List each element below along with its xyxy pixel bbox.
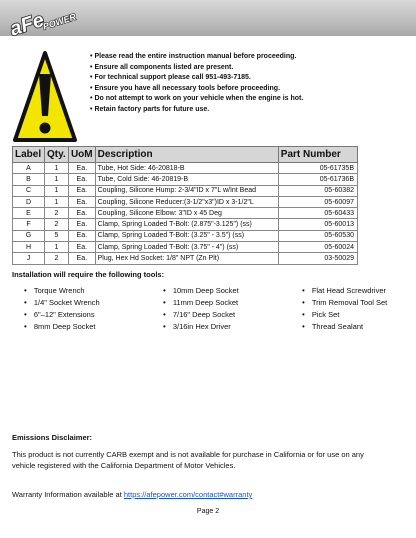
table-row (13, 208, 358, 219)
cell-part-number: 05-60024 (278, 242, 357, 253)
notice-item: • Please read the entire instruction manual before proceeding. (90, 52, 303, 63)
cell-description: Coupling, Silicone Elbow: 3"ID x 45 Deg (95, 208, 278, 219)
tool-item: • Trim Removal Tool Set (302, 297, 387, 309)
cell-label: H (13, 242, 45, 253)
tool-item: • 10mm Deep Socket (163, 285, 239, 297)
logo-power-text: POWER (41, 11, 78, 32)
tool-item: • Torque Wrench (24, 285, 100, 297)
afe-power-logo (6, 2, 84, 42)
notice-item: • For technical support please call 951-493-7185. (90, 73, 303, 84)
cell-qty: 2 (44, 253, 68, 264)
cell-qty: 1 (44, 163, 68, 174)
table-row (13, 219, 358, 230)
notice-item: • Do not attempt to work on your vehicle when the engine is hot. (90, 94, 303, 105)
cell-description: Tube, Cold Side: 46-20819-B (95, 174, 278, 185)
cell-uom: Ea. (68, 253, 95, 264)
cell-uom: Ea. (68, 185, 95, 196)
notice-item: • Retain factory parts for future use. (90, 105, 303, 116)
tools-column-2 (163, 285, 239, 333)
cell-part-number: 05-60530 (278, 230, 357, 241)
cell-description: Clamp, Spring Loaded T-Bolt: (3.25" - 3.5") (ss) (95, 230, 278, 241)
tool-item: • 6"–12" Extensions (24, 309, 100, 321)
cell-part-number: 03-50029 (278, 253, 357, 264)
col-header-qty: Qty. (44, 147, 68, 163)
warranty-line (12, 490, 252, 499)
cell-uom: Ea. (68, 219, 95, 230)
cell-uom: Ea. (68, 242, 95, 253)
col-header-part-number: Part Number (278, 147, 357, 163)
table-row (13, 230, 358, 241)
table-row (13, 196, 358, 207)
cell-part-number: 05-60097 (278, 196, 357, 207)
notice-item: • Ensure all components listed are present. (90, 63, 303, 74)
cell-part-number: 05-60013 (278, 219, 357, 230)
cell-qty: 1 (44, 242, 68, 253)
cell-uom: Ea. (68, 163, 95, 174)
cell-part-number: 05-61736B (278, 174, 357, 185)
cell-qty: 1 (44, 185, 68, 196)
cell-part-number: 05-60433 (278, 208, 357, 219)
cell-part-number: 05-60382 (278, 185, 357, 196)
tools-column-1 (24, 285, 100, 333)
cell-uom: Ea. (68, 174, 95, 185)
cell-label: G (13, 230, 45, 241)
tool-item: • 3/16in Hex Driver (163, 321, 239, 333)
parts-table-body (13, 163, 358, 265)
parts-table (12, 146, 358, 265)
tool-item: • 1/4" Socket Wrench (24, 297, 100, 309)
cell-label: E (13, 208, 45, 219)
warranty-link[interactable]: https://afepower.com/contact#warranty (123, 490, 253, 499)
cell-uom: Ea. (68, 196, 95, 207)
cell-uom: Ea. (68, 230, 95, 241)
warning-icon (12, 50, 78, 146)
cell-label: A (13, 163, 45, 174)
cell-qty: 5 (44, 230, 68, 241)
col-header-uom: UoM (68, 147, 95, 163)
cell-description: Clamp, Spring Loaded T-Bolt: (3.75" - 4") (ss) (95, 242, 278, 253)
cell-description: Clamp, Spring Loaded T-Bolt: (2.875"-3.125") (ss) (95, 219, 278, 230)
tools-column-3 (302, 285, 387, 333)
logo-afe-text: aFe (7, 9, 47, 41)
cell-qty: 2 (44, 208, 68, 219)
cell-label: F (13, 219, 45, 230)
cell-description: Coupling, Silicone Reducer:(3-1/2"x3")ID x 3-1/2"L (95, 196, 278, 207)
tools-heading: Installation will require the following tools: (12, 270, 165, 279)
cell-description: Plug, Hex Hd Socket: 1/8" NPT (Zn Plt) (95, 253, 278, 264)
warranty-label: Warranty Information available at (12, 490, 122, 499)
tool-item: • Pick Set (302, 309, 387, 321)
notice-list (90, 52, 303, 116)
cell-qty: 1 (44, 196, 68, 207)
emissions-heading: Emissions Disclaimer: (12, 433, 93, 442)
tool-item: • Thread Sealant (302, 321, 387, 333)
tool-item: • 7/16" Deep Socket (163, 309, 239, 321)
cell-description: Tube, Hot Side: 46-20818-B (95, 163, 278, 174)
table-header-row (13, 147, 358, 163)
cell-label: B (13, 174, 45, 185)
tool-item: • 8mm Deep Socket (24, 321, 100, 333)
cell-label: D (13, 196, 45, 207)
cell-description: Coupling, Silicone Hump: 2-3/4"ID x 7"L w/Int Bead (95, 185, 278, 196)
table-row (13, 163, 358, 174)
cell-uom: Ea. (68, 208, 95, 219)
cell-label: C (13, 185, 45, 196)
tool-item: • 11mm Deep Socket (163, 297, 239, 309)
page-number: Page 2 (196, 508, 220, 515)
col-header-label: Label (13, 147, 45, 163)
cell-qty: 2 (44, 219, 68, 230)
col-header-description: Description (95, 147, 278, 163)
emissions-text: This product is not currently CARB exempt and is not available for purchase in California or for use on any vehicle registered with the California Department of Motor Vehicles. (12, 450, 364, 470)
cell-qty: 1 (44, 174, 68, 185)
cell-label: J (13, 253, 45, 264)
tool-item: • Flat Head Screwdriver (302, 285, 387, 297)
cell-part-number: 05-61735B (278, 163, 357, 174)
table-row (13, 185, 358, 196)
table-row (13, 253, 358, 264)
table-row (13, 242, 358, 253)
table-row (13, 174, 358, 185)
notice-item: • Ensure you have all necessary tools before proceeding. (90, 84, 303, 95)
